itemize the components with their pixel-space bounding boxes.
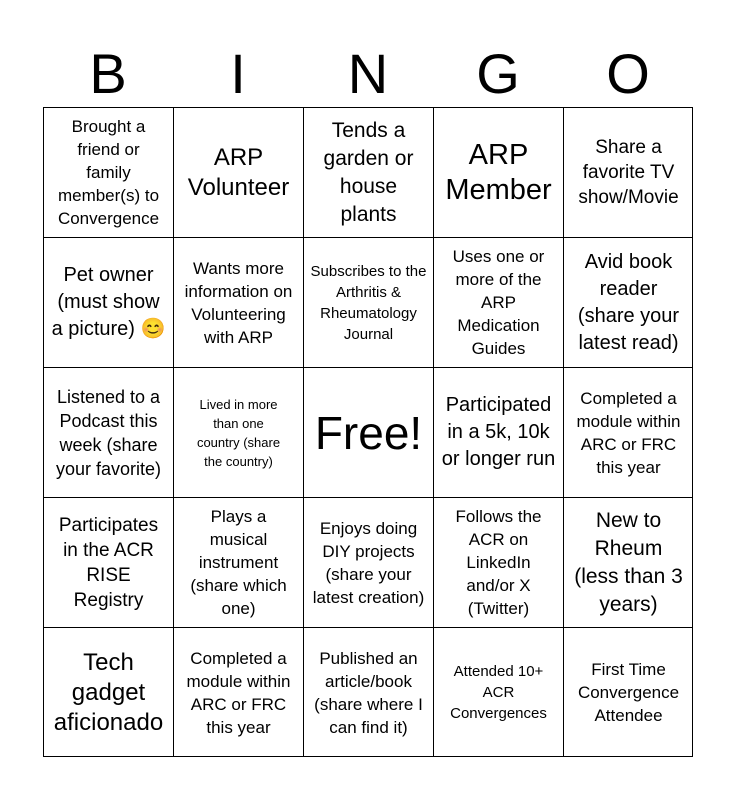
- bingo-cell[interactable]: [173, 107, 303, 237]
- bingo-cell[interactable]: [43, 627, 173, 757]
- header-letter-n: N: [347, 42, 389, 105]
- bingo-cell[interactable]: [303, 497, 433, 627]
- bingo-cell[interactable]: [563, 497, 693, 627]
- bingo-cell[interactable]: [433, 497, 563, 627]
- cell-text: New to Rheum (less than 3 years): [574, 508, 683, 616]
- bingo-cell[interactable]: [43, 237, 173, 367]
- cell-text: Tends a garden or house plants: [323, 118, 414, 226]
- cell-text: Participates in the ACR RISE Registry: [58, 514, 159, 611]
- header-letter-g: G: [476, 42, 520, 105]
- cell-text: Pet owner (must show a picture) 😊: [51, 264, 166, 340]
- cell-text: Attended 10+ ACR Convergences: [450, 663, 547, 722]
- bingo-header: [43, 40, 693, 108]
- cell-text: Uses one or more of the ARP Medication Guides: [452, 247, 545, 358]
- bingo-cell-free[interactable]: [303, 367, 433, 497]
- header-letter-b: B: [89, 42, 127, 105]
- cell-text: First Time Convergence Attendee: [577, 660, 680, 725]
- bingo-cell[interactable]: [563, 107, 693, 237]
- cell-text: Tech gadget aficionado: [53, 648, 164, 736]
- bingo-cell[interactable]: [173, 367, 303, 497]
- bingo-cell[interactable]: [563, 367, 693, 497]
- bingo-cell[interactable]: [43, 367, 173, 497]
- bingo-cell[interactable]: [563, 627, 693, 757]
- cell-text: Free!: [314, 406, 423, 459]
- bingo-cell[interactable]: [433, 627, 563, 757]
- cell-text: Participated in a 5k, 10k or longer run: [441, 394, 556, 470]
- bingo-cell[interactable]: [563, 237, 693, 367]
- bingo-cell[interactable]: [433, 107, 563, 237]
- cell-text: Plays a musical instrument (share which one): [190, 507, 287, 618]
- header-letter-o: O: [606, 42, 650, 105]
- bingo-cell[interactable]: [433, 367, 563, 497]
- bingo-cell[interactable]: [43, 497, 173, 627]
- cell-text: Lived in more than one country (share the country): [196, 396, 281, 469]
- bingo-cell[interactable]: [433, 237, 563, 367]
- cell-text: Share a favorite TV show/Movie: [578, 137, 679, 208]
- cell-text: Completed a module within ARC or FRC this year: [576, 388, 681, 477]
- cell-text: Follows the ACR on LinkedIn and/or X (Twitter): [455, 507, 542, 618]
- bingo-cell[interactable]: [43, 107, 173, 237]
- bingo-cell[interactable]: [303, 627, 433, 757]
- cell-text: Enjoys doing DIY projects (share your latest creation): [312, 518, 425, 607]
- bingo-cell[interactable]: [173, 497, 303, 627]
- cell-text: Subscribes to the Arthritis & Rheumatology Journal: [310, 262, 427, 343]
- cell-text: Published an article/book (share where I can find it): [314, 648, 423, 737]
- cell-text: Listened to a Podcast this week (share your favorite): [55, 386, 162, 479]
- cell-text: Wants more information on Volunteering with ARP: [184, 258, 293, 347]
- bingo-cell[interactable]: [303, 237, 433, 367]
- bingo-cell[interactable]: [173, 237, 303, 367]
- bingo-cell[interactable]: [173, 627, 303, 757]
- cell-text: Avid book reader (share your latest read): [577, 250, 680, 354]
- header-letter-i: I: [230, 42, 246, 105]
- cell-text: Brought a friend or family member(s) to Convergence: [57, 117, 160, 228]
- bingo-grid: [43, 107, 693, 757]
- bingo-cell[interactable]: [303, 107, 433, 237]
- cell-text: Completed a module within ARC or FRC this year: [186, 648, 291, 737]
- cell-text: ARP Volunteer: [187, 143, 290, 201]
- cell-text: ARP Member: [445, 138, 552, 206]
